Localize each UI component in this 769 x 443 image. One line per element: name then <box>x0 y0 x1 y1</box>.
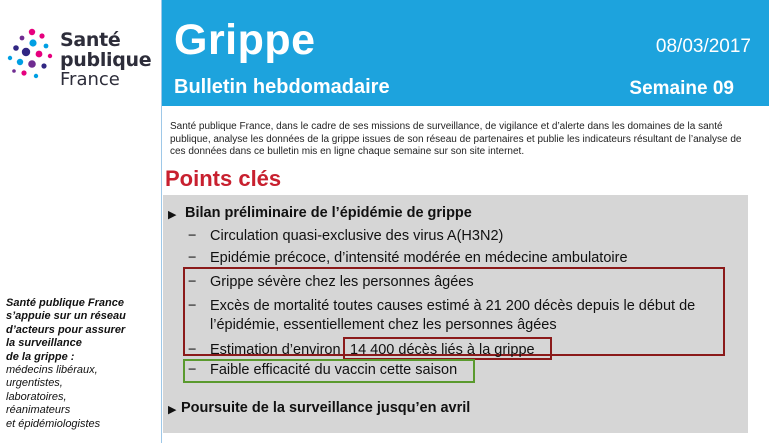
key-point-sub: Excès de mortalité toutes causes estimé à 21 200 décès depuis le début de <box>210 298 696 314</box>
key-points-title: Points clés <box>165 166 282 191</box>
intro-paragraph: Santé publique France, dans le cadre de ses missions de surveillance, de vigilance et d’alerte dans les domaines de la santé publique, analyse les données de la grippe issues de son réseau de partenaires et publie les indicateurs résultant de l’analyse de ces données dans ce bulletin mis en ligne chaque semaine sur son site internet. <box>170 121 742 157</box>
dash-icon: − <box>188 250 197 266</box>
dash-icon: − <box>188 342 197 358</box>
side-note-line: réanimateurs <box>6 404 71 417</box>
side-note-bold-line: s’appuie sur un réseau <box>6 310 126 323</box>
bulletin-title: Grippe <box>174 16 316 64</box>
key-point-sub: Circulation quasi-exclusive des virus A(H3N2) <box>210 228 504 244</box>
left-sidebar <box>0 0 160 443</box>
key-point-sub: Grippe sévère chez les personnes âgées <box>210 274 474 290</box>
key-point-sub: Estimation d’environ <box>210 342 341 358</box>
bullet-triangle-icon: ▶ <box>168 404 177 416</box>
key-point-main: Poursuite de la surveillance jusqu’en avril <box>181 400 471 416</box>
dash-icon: − <box>188 274 197 290</box>
key-point-main: Bilan préliminaire de l’épidémie de grippe <box>185 205 472 221</box>
logo-line-1: Santé <box>60 29 121 51</box>
side-note-line: urgentistes, <box>6 377 63 390</box>
key-point-sub: Epidémie précoce, d’intensité modérée en médecine ambulatoire <box>210 250 628 266</box>
side-note-line: laboratoires, <box>6 390 67 403</box>
side-note-bold-line: Santé publique France <box>6 297 124 309</box>
side-note-line: et épidémiologistes <box>6 417 101 430</box>
bullet-triangle-icon: ▶ <box>168 209 177 221</box>
logo-text <box>60 30 151 90</box>
bulletin-header <box>162 0 769 106</box>
dash-icon: − <box>188 228 197 244</box>
logo-line-2: publique <box>60 49 152 71</box>
side-note-line: médecins libéraux, <box>6 364 98 377</box>
bulletin-subtitle: Bulletin hebdomadaire <box>174 76 390 98</box>
key-point-sub-continued: l’épidémie, essentiellement chez les personnes âgées <box>210 317 557 333</box>
side-note-bold-line: d’acteurs pour assurer <box>6 323 126 336</box>
bulletin-week: Semaine 09 <box>629 78 734 99</box>
side-note-bold-line: la surveillance <box>6 337 82 350</box>
dash-icon: − <box>188 298 197 314</box>
logo-line-3: France <box>60 69 120 90</box>
key-point-sub: Faible efficacité du vaccin cette saison <box>210 362 458 378</box>
bulletin-date: 08/03/2017 <box>655 36 751 57</box>
deaths-highlight-text: 14 400 décès liés à la grippe <box>350 342 535 358</box>
side-note <box>6 297 156 431</box>
key-points-panel <box>163 195 748 433</box>
side-note-bold-line: de la grippe : <box>6 350 75 363</box>
dotted-network-logo-icon <box>6 26 58 82</box>
sante-publique-france-logo <box>6 22 158 102</box>
dash-icon: − <box>188 362 197 378</box>
